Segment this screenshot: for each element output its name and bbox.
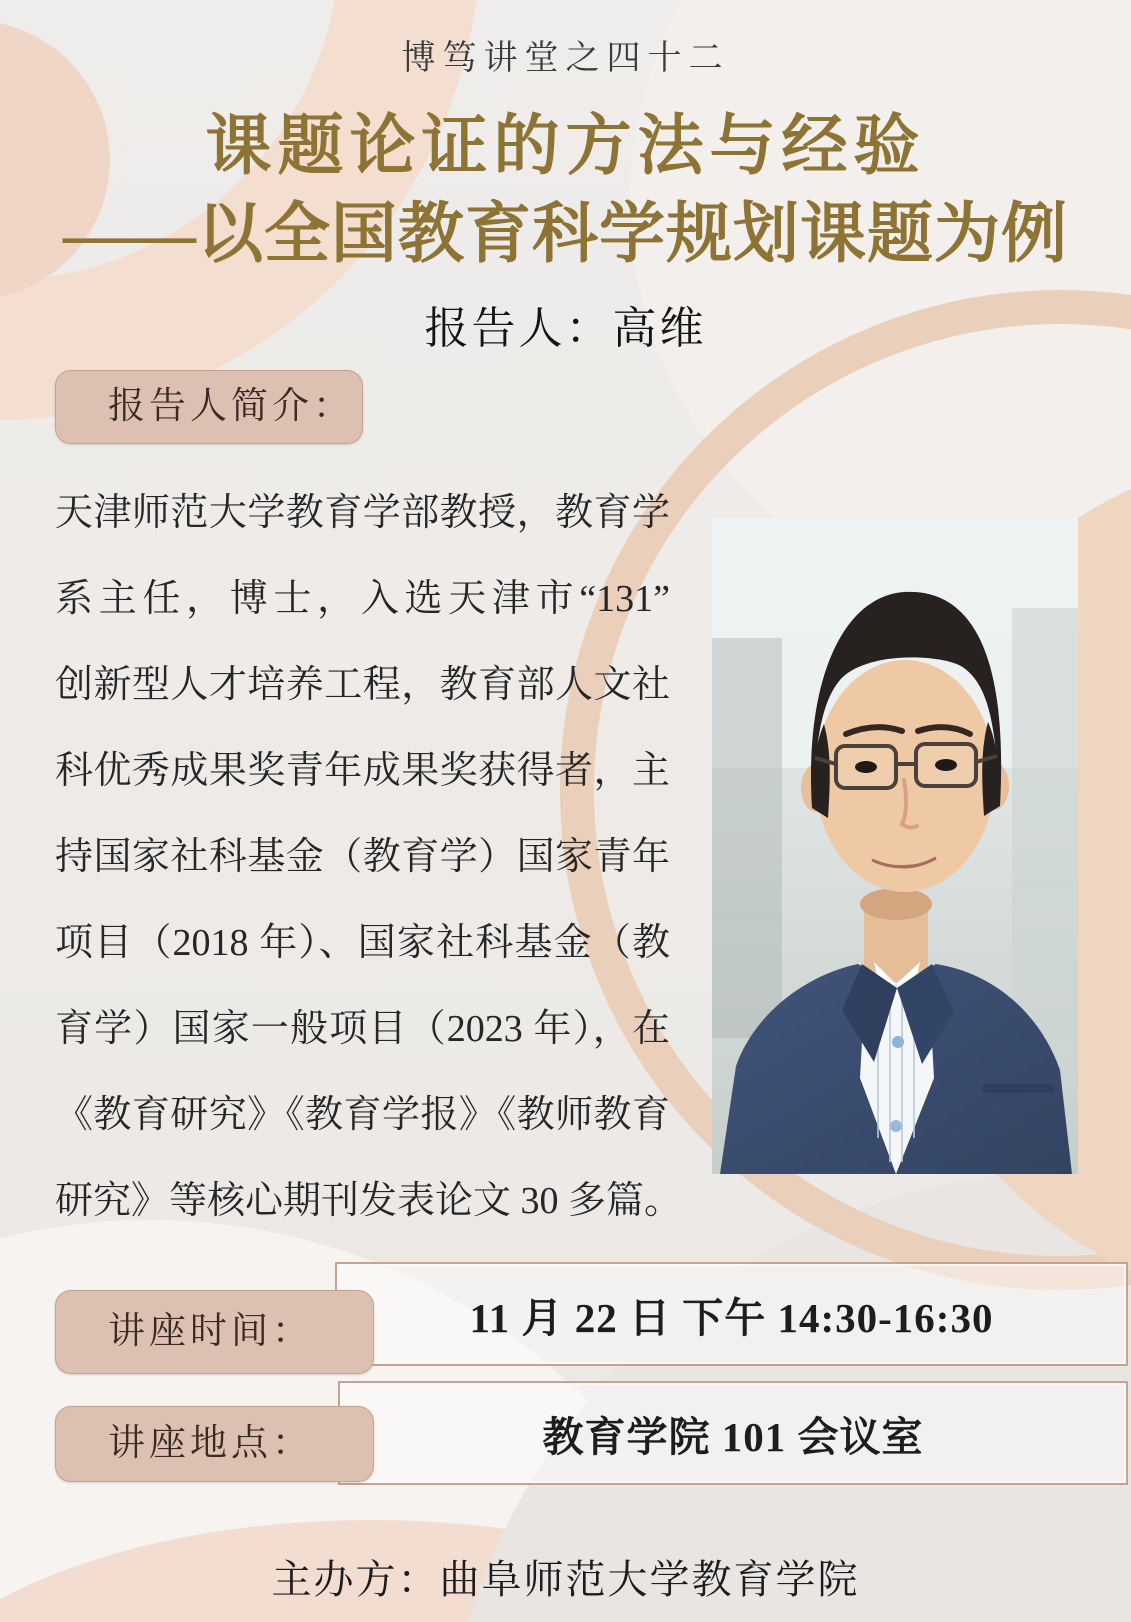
speaker-name-line: 报告人：高维: [424, 304, 707, 353]
organizer-line: 主办方：曲阜师范大学教育学院: [271, 1557, 860, 1602]
bio-line: 育学）国家一般项目（2023 年），在: [55, 1008, 670, 1050]
location-label-box: [55, 1406, 374, 1482]
bio-label-text: 报告人简介：: [108, 386, 354, 427]
location-value-text: 教育学院 101 会议室: [542, 1413, 924, 1460]
bio-line: 科优秀成果奖青年成果奖获得者，主: [55, 750, 670, 792]
location-value-box: [338, 1381, 1128, 1485]
main-title-line2: ——以全国教育科学规划课题为例: [63, 198, 1068, 271]
bio-line: 项目（2018 年）、国家社科基金（教: [55, 922, 670, 964]
main-title-line1: 课题论证的方法与经验: [205, 110, 926, 183]
speaker-bio-paragraph: [55, 470, 683, 1244]
speaker-photo: [712, 518, 1078, 1174]
bio-line: 持国家社科基金（教育学）国家青年: [55, 836, 670, 878]
location-label-text: 讲座地点：: [108, 1423, 313, 1464]
series-title: 博笃讲堂之四十二: [401, 40, 730, 77]
time-label-box: [55, 1290, 374, 1374]
bio-line: 系主任，博士，入选天津市“131”: [55, 578, 670, 620]
bio-line: 研究》等核心期刊发表论文 30 多篇。: [55, 1180, 683, 1222]
time-label-text: 讲座时间：: [108, 1311, 313, 1352]
bio-line: 《教育研究》《教育学报》《教师教育: [55, 1094, 670, 1136]
speaker-photo-illustration: [712, 518, 1078, 1174]
bio-line: 天津师范大学教育学部教授，教育学: [55, 492, 670, 534]
time-value-box: [335, 1262, 1128, 1366]
bio-line: 创新型人才培养工程，教育部人文社: [55, 664, 670, 706]
time-value-text: 11 月 22 日 下午 14:30-16:30: [469, 1294, 994, 1341]
bio-label-box: [55, 370, 363, 444]
